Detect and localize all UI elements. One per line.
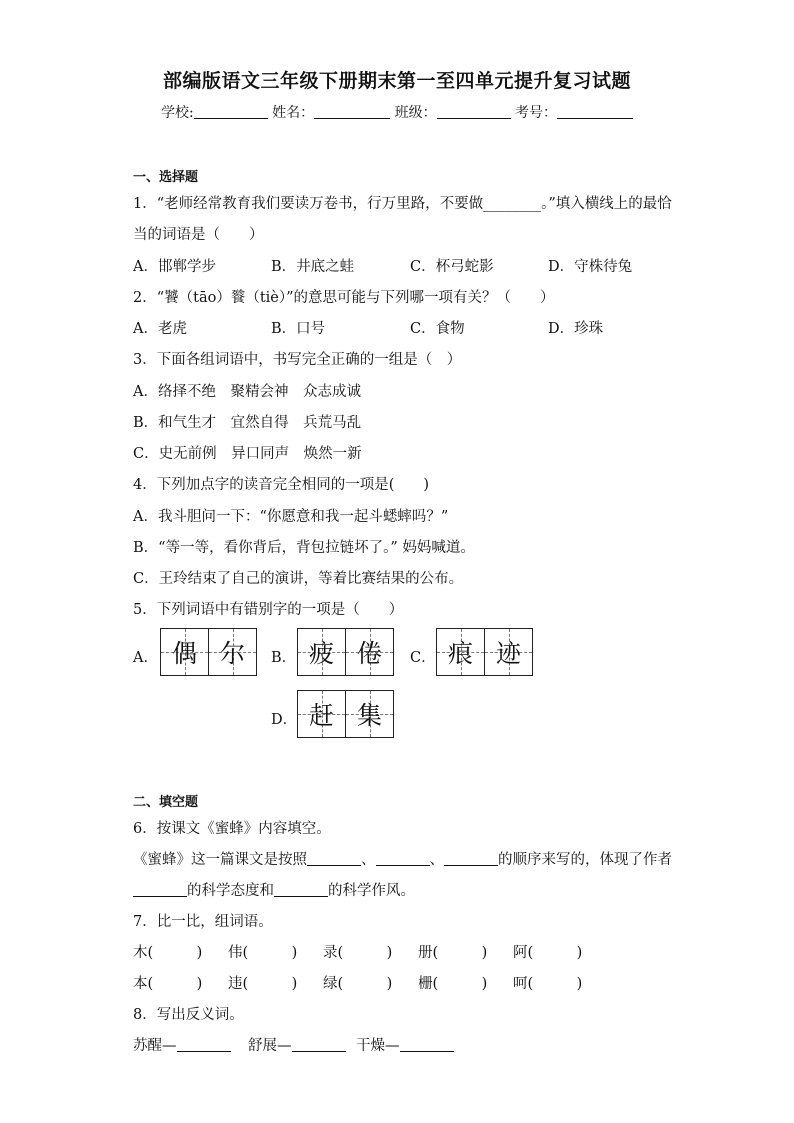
class-blank[interactable] [437,104,511,119]
q5-option-d-word-grid[interactable] [297,690,394,738]
q1-stem-line2: 当的词语是（ ） [133,227,264,243]
q6-blank-2[interactable] [376,851,430,866]
q1-option-d[interactable]: D．守株待兔 [548,259,633,275]
student-info-line [0,102,794,122]
q3-stem: 3．下面各组词语中，书写完全正确的一组是（ ） [133,352,462,368]
q2-option-c[interactable]: C．食物 [410,321,465,337]
section-heading-choice: 一、选择题 [133,170,199,185]
char-cell: 倦 [345,629,393,675]
school-blank[interactable] [194,104,268,119]
q5-option-b-label[interactable]: B． [271,650,297,666]
char-cell: 集 [345,691,393,737]
q4-option-b[interactable]: B．“等一等，看你背后，背包拉链坏了。” 妈妈喊道。 [133,540,475,556]
q3-option-b[interactable]: B．和气生才 宜然自得 兵荒马乱 [133,415,362,431]
q6-blank-1[interactable] [307,851,361,866]
q4-stem: 4．下列加点字的读音完全相同的一项是( ) [133,477,430,493]
q1-option-b[interactable]: B．井底之蛙 [271,259,355,275]
q5-option-a-word-grid[interactable] [160,628,257,676]
q7-row1-item[interactable]: 阿( ) [513,945,583,961]
q5-option-a-label[interactable]: A． [133,650,158,666]
q8-item-2: 舒展— [248,1034,346,1055]
q8-blank-2[interactable] [292,1037,346,1052]
char-cell: 尔 [208,629,256,675]
class-label: 班级： [394,105,437,121]
q2-stem: 2．“饕（tāo）餮（tiè）”的意思可能与下列哪一项有关？（ ） [133,290,555,306]
q7-row2-item[interactable]: 栅( ) [418,976,488,992]
q7-row2-item[interactable]: 绿( ) [323,976,393,992]
q2-option-b[interactable]: B．口号 [271,321,326,337]
q7-row1-item[interactable]: 册( ) [418,945,488,961]
q1-option-a[interactable]: A．邯郸学步 [133,259,216,275]
q5-option-c-label[interactable]: C． [410,650,436,666]
q2-option-d[interactable]: D．珍珠 [548,321,604,337]
q6-stem: 6．按课文《蜜蜂》内容填空。 [133,821,331,837]
q8-blank-3[interactable] [400,1037,454,1052]
char-cell: 迹 [484,629,532,675]
q6-line2: 《蜜蜂》这一篇课文是按照 、 、 的顺序来写的，体现了作者 [133,852,672,868]
q5-option-c-word-grid[interactable] [436,628,533,676]
q5-option-b-word-grid[interactable] [297,628,394,676]
q4-option-a[interactable]: A．我斗胆问一下：“你愿意和我一起斗蟋蟀吗？” [133,509,449,525]
char-cell: 偶 [161,629,208,675]
q7-row2-item[interactable]: 本( ) [133,976,203,992]
name-blank[interactable] [314,104,390,119]
school-label: 学校: [160,105,194,121]
section-heading-fill: 二、填空题 [133,795,199,810]
q1-stem-line1: 1．“老师经常教育我们要读万卷书，行万里路，不要做________。”填入横线上的最恰 [133,196,672,212]
q7-row2-item[interactable]: 违( ) [228,976,298,992]
q1-option-c[interactable]: C．杯弓蛇影 [410,259,494,275]
q5-stem: 5．下列词语中有错别字的一项是（ ） [133,602,404,618]
q8-item-3: 干燥— [356,1034,454,1055]
q8-item-1: 苏醒— [133,1034,231,1055]
char-cell: 痕 [437,629,484,675]
q5-option-d-label[interactable]: D． [271,712,298,728]
q3-option-a[interactable]: A．络择不绝 聚精会神 众志成诚 [133,384,361,400]
q6-blank-5[interactable] [274,882,328,897]
q3-option-c[interactable]: C．史无前例 异口同声 焕然一新 [133,446,362,462]
name-label: 姓名： [272,105,315,121]
q6-blank-3[interactable] [444,851,498,866]
q8-stem: 8．写出反义词。 [133,1007,244,1023]
q4-option-c[interactable]: C．王玲结束了自己的演讲，等着比赛结果的公布。 [133,571,464,587]
number-blank[interactable] [557,104,633,119]
q7-row1-item[interactable]: 木( ) [133,945,203,961]
q7-row2-item[interactable]: 呵( ) [513,976,583,992]
q7-stem: 7．比一比，组词语。 [133,914,273,930]
q7-row1-item[interactable]: 录( ) [323,945,393,961]
char-cell: 赶 [298,691,345,737]
q6-blank-4[interactable] [133,882,187,897]
char-cell: 疲 [298,629,345,675]
q6-line3: 的科学态度和 的科学作风。 [133,879,415,900]
q7-row1-item[interactable]: 伟( ) [228,945,298,961]
number-label: 考号： [515,105,558,121]
q2-option-a[interactable]: A．老虎 [133,321,187,337]
q8-blank-1[interactable] [177,1037,231,1052]
page-title: 部编版语文三年级下册期末第一至四单元提升复习试题 [162,70,631,92]
